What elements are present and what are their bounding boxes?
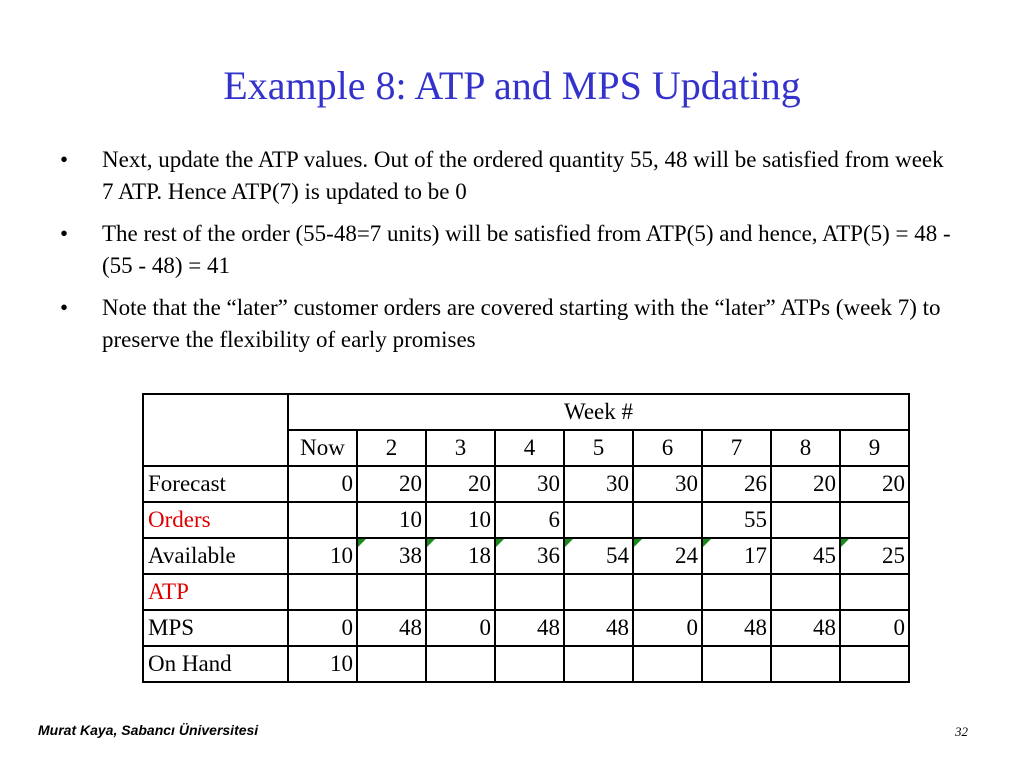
table-cell (288, 502, 357, 538)
table-cell (564, 538, 633, 574)
table-cell: 20 (771, 466, 840, 502)
table-cell: 48 (564, 610, 633, 646)
table-cell (495, 574, 564, 610)
table-cell: 0 (426, 610, 495, 646)
row-label-atp: ATP (143, 574, 288, 610)
table-cell: 55 (702, 502, 771, 538)
table-cell: 0 (288, 610, 357, 646)
page-number: 32 (955, 724, 968, 739)
comment-marker-icon (841, 539, 849, 547)
table-cell (633, 646, 702, 682)
comment-marker-icon (496, 539, 504, 547)
row-label-available: Available (143, 538, 288, 574)
row-label-on-hand: On Hand (143, 646, 288, 682)
table-cell (495, 538, 564, 574)
table-cell (426, 574, 495, 610)
row-label-mps: MPS (143, 610, 288, 646)
table-cell: 10 (288, 646, 357, 682)
cell-value: 38 (399, 543, 422, 568)
table-cell (771, 646, 840, 682)
table-cell (633, 502, 702, 538)
week-header-cell: 9 (840, 430, 909, 466)
table-cell (702, 646, 771, 682)
table-cell (702, 574, 771, 610)
table-cell: 0 (840, 610, 909, 646)
comment-marker-icon (565, 539, 573, 547)
bullet-list (60, 144, 960, 366)
table-cell: 0 (633, 610, 702, 646)
table-cell: 10 (357, 502, 426, 538)
cell-value: 24 (675, 543, 698, 568)
table-cell (564, 502, 633, 538)
slide-title: Example 8: ATP and MPS Updating (223, 63, 801, 108)
mps-table (142, 393, 910, 683)
week-header-cell: 7 (702, 430, 771, 466)
table-cell (426, 646, 495, 682)
mps-table-container (142, 393, 910, 683)
cell-value: 54 (606, 543, 629, 568)
table-row-on-hand (143, 646, 909, 682)
table-cell (426, 538, 495, 574)
week-header-cell: 2 (357, 430, 426, 466)
table-row-atp (143, 574, 909, 610)
table-row-forecast (143, 466, 909, 502)
cell-value: 45 (813, 543, 836, 568)
bullet-text: Next, update the ATP values. Out of the ordered quantity 55, 48 will be satisfied from week 7 ATP. Hence ATP(7) is updated to be 0 (102, 147, 944, 204)
week-header-cell: Now (288, 430, 357, 466)
table-cell (288, 538, 357, 574)
table-cell (288, 574, 357, 610)
cell-value: 36 (537, 543, 560, 568)
table-cell (771, 574, 840, 610)
week-group-header: Week # (288, 394, 909, 430)
week-header-cell: 3 (426, 430, 495, 466)
comment-marker-icon (703, 539, 711, 547)
comment-marker-icon (358, 539, 366, 547)
row-label-orders: Orders (143, 502, 288, 538)
week-header-cell: 4 (495, 430, 564, 466)
table-cell (564, 574, 633, 610)
comment-marker-icon (427, 539, 435, 547)
table-cell (633, 538, 702, 574)
table-cell: 0 (288, 466, 357, 502)
week-header-cell: 6 (633, 430, 702, 466)
bullet-item (60, 218, 960, 282)
table-cell (357, 538, 426, 574)
table-header-row (143, 394, 909, 430)
bullet-icon: • (60, 295, 69, 320)
table-cell: 48 (771, 610, 840, 646)
table-cell (840, 646, 909, 682)
table-cell: 48 (357, 610, 426, 646)
row-label-forecast: Forecast (143, 466, 288, 502)
table-cell (702, 538, 771, 574)
cell-value: 18 (468, 543, 491, 568)
cell-value: 10 (330, 543, 353, 568)
table-cell (771, 538, 840, 574)
table-cell: 30 (495, 466, 564, 502)
table-cell: 20 (357, 466, 426, 502)
table-cell: 30 (564, 466, 633, 502)
table-cell (840, 502, 909, 538)
footer-author: Murat Kaya, Sabancı Üniversitesi (38, 722, 259, 738)
bullet-item (60, 292, 960, 356)
bullet-item (60, 144, 960, 208)
table-row-mps (143, 610, 909, 646)
bullet-icon: • (60, 221, 69, 246)
table-cell (840, 538, 909, 574)
cell-value: 25 (882, 543, 905, 568)
table-cell: 20 (840, 466, 909, 502)
table-cell: 48 (702, 610, 771, 646)
table-cell: 26 (702, 466, 771, 502)
week-header-cell: 8 (771, 430, 840, 466)
week-header-cell: 5 (564, 430, 633, 466)
table-cell (840, 574, 909, 610)
table-cell (357, 646, 426, 682)
table-corner-cell (143, 394, 288, 466)
table-cell (564, 646, 633, 682)
table-cell (357, 574, 426, 610)
table-cell (633, 574, 702, 610)
table-cell: 10 (426, 502, 495, 538)
bullet-text: The rest of the order (55-48=7 units) will be satisfied from ATP(5) and hence, ATP(5) = 48 - (55 - 48) = 41 (102, 221, 951, 278)
table-cell (771, 502, 840, 538)
table-cell: 48 (495, 610, 564, 646)
bullet-icon: • (60, 147, 69, 172)
table-cell (495, 646, 564, 682)
table-row-available (143, 538, 909, 574)
comment-marker-icon (634, 539, 642, 547)
table-cell: 6 (495, 502, 564, 538)
bullet-text: Note that the “later” customer orders are covered starting with the “later” ATPs (week 7) to preserve the flexibility of early promises (102, 295, 941, 352)
table-cell: 20 (426, 466, 495, 502)
table-cell: 30 (633, 466, 702, 502)
cell-value: 17 (744, 543, 767, 568)
table-row-orders (143, 502, 909, 538)
